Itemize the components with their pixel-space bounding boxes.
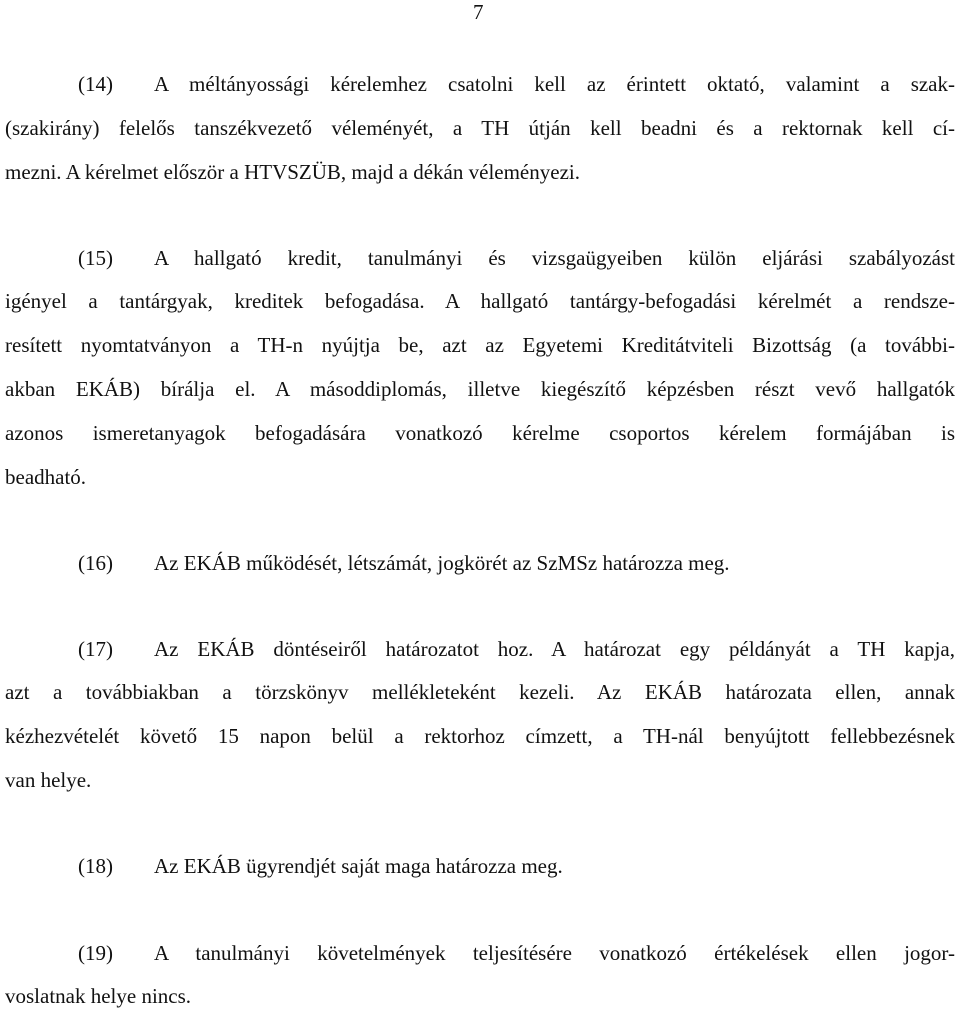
paragraph-15-line-2: igényel a tantárgyak, kreditek befogadása. A hallgató tantárgy-befogadási kérelmét a rendsze- <box>5 289 955 313</box>
paragraph-14-text: A méltányossági kérelemhez csatolni kell az érintett oktató, valamint a szak- <box>154 72 955 96</box>
paragraph-17-line-1 <box>5 634 955 664</box>
paragraph-19-line-1 <box>5 938 955 968</box>
paragraph-14-number: (14) <box>78 72 113 96</box>
paragraph-19-text: A tanulmányi követelmények teljesítésére vonatkozó értékelések ellen jogor- <box>154 941 955 965</box>
paragraph-19-line-2: voslatnak helye nincs. <box>5 984 192 1008</box>
paragraph-16-number: (16) <box>78 551 113 575</box>
paragraph-17-number: (17) <box>78 637 113 661</box>
paragraph-15-line-4: akban EKÁB) bírálja el. A másoddiplomás, illetve kiegészítő képzésben részt vevő hallgatók <box>5 377 955 401</box>
paragraph-15-text: A hallgató kredit, tanulmányi és vizsgaügyeiben külön eljárási szabályozást <box>154 246 955 270</box>
paragraph-14-line-1 <box>5 69 955 99</box>
paragraph-18-line-1 <box>5 851 955 881</box>
paragraph-15-line-3: resített nyomtatványon a TH-n nyújtja be, azt az Egyetemi Kreditátviteli Bizottság (a további- <box>5 333 955 357</box>
paragraph-17-line-3: kézhezvételét követő 15 napon belül a rektorhoz címzett, a TH-nál benyújtott fellebbezésnek <box>5 724 955 748</box>
paragraph-18-number: (18) <box>78 854 113 878</box>
paragraph-17-line-4: van helye. <box>5 768 92 792</box>
paragraph-19-number: (19) <box>78 941 113 965</box>
paragraph-17-line-2: azt a továbbiakban a törzskönyv mellékleteként kezeli. Az EKÁB határozata ellen, annak <box>5 680 955 704</box>
paragraph-15-line-5: azonos ismeretanyagok befogadására vonatkozó kérelme csoportos kérelem formájában is <box>5 421 955 445</box>
paragraph-15-line-6: beadható. <box>5 465 87 489</box>
paragraph-14-line-2: (szakirány) felelős tanszékvezető véleményét, a TH útján kell beadni és a rektornak kell cí- <box>5 116 955 140</box>
page-number: 7 <box>473 0 484 24</box>
paragraph-15-line-1 <box>5 243 955 273</box>
paragraph-17-text: Az EKÁB döntéseiről határozatot hoz. A határozat egy példányát a TH kapja, <box>154 637 955 661</box>
paragraph-16-text: Az EKÁB működését, létszámát, jogkörét az SzMSz határozza meg. <box>154 551 730 575</box>
paragraph-14-line-3: mezni. A kérelmet először a HTVSZÜB, majd a dékán véleményezi. <box>5 160 580 184</box>
paragraph-16-line-1 <box>5 548 955 578</box>
paragraph-15-number: (15) <box>78 246 113 270</box>
paragraph-18-text: Az EKÁB ügyrendjét saját maga határozza meg. <box>154 854 563 878</box>
